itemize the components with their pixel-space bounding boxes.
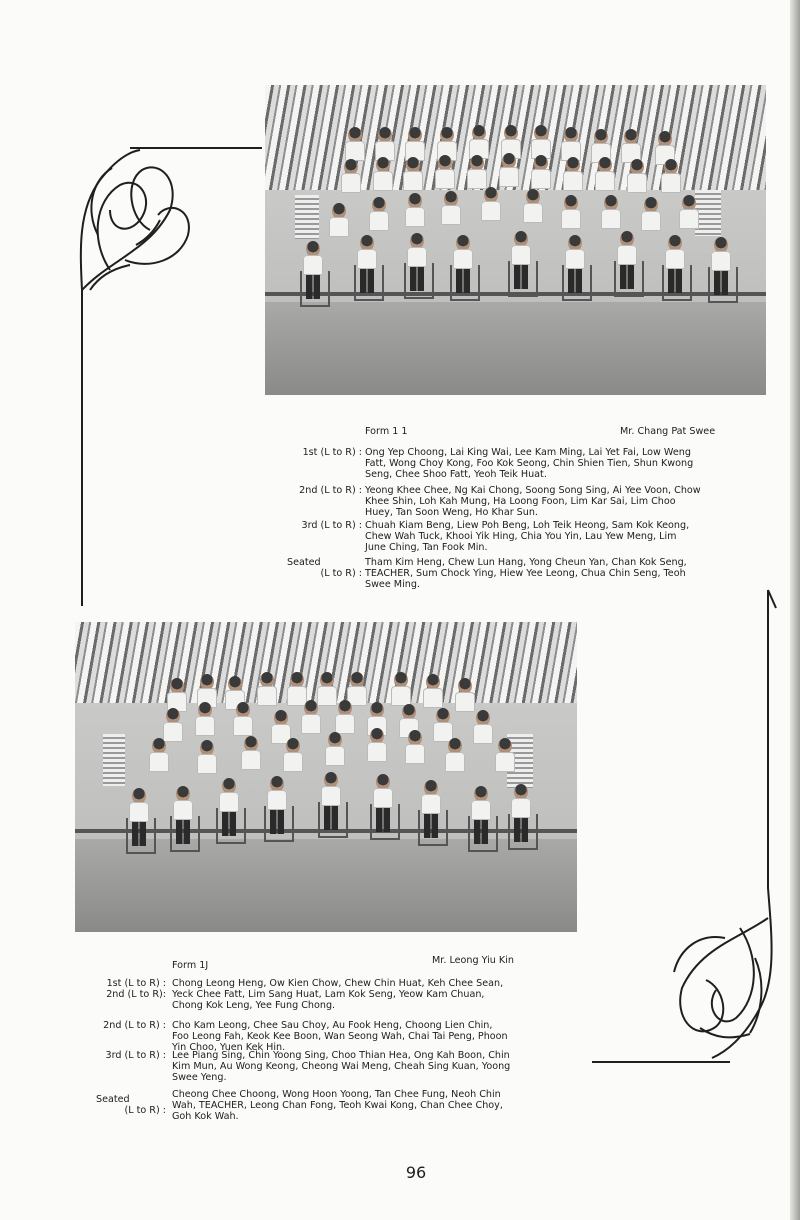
names-line: Fatt, Wong Choy Kong, Foo Kok Seong, Chin Shien Tien, Shun Kwong: [365, 458, 694, 469]
names-line: Swee Yeng.: [172, 1072, 227, 1083]
row-label: Seated: [96, 1094, 130, 1105]
names-line: Yeck Chee Fatt, Lim Sang Huat, Lam Kok Seng, Yeow Kam Chuan,: [172, 989, 485, 1000]
row-label: 2nd (L to R):: [106, 989, 166, 1000]
row-label: 2nd (L to R) :: [103, 1020, 166, 1031]
name-list-row: [262, 447, 762, 483]
row-label: 3rd (L to R) :: [105, 1050, 166, 1061]
class-photo-form-1-1: [265, 85, 766, 395]
name-list-row: [70, 1089, 570, 1125]
row-label: Seated: [287, 557, 321, 568]
row-label: 2nd (L to R) :: [299, 485, 362, 496]
teacher-name: Mr. Chang Pat Swee: [620, 426, 716, 437]
name-list-row: [262, 485, 762, 521]
names-line: Huey, Tan Soon Weng, Ho Khar Sun.: [365, 507, 538, 518]
row-label: 1st (L to R) :: [302, 447, 362, 458]
names-line: Cheong Chee Choong, Wong Hoon Yoong, Tan Chee Fung, Neoh Chin: [172, 1089, 501, 1100]
names-line: Chong Kok Leng, Yee Fung Chong.: [172, 1000, 336, 1011]
page-number: 96: [405, 1163, 427, 1182]
names-line: Yeong Khee Chee, Ng Kai Chong, Soong Song Sing, Ai Yee Voon, Chow: [365, 485, 701, 496]
students-group: [75, 622, 577, 932]
names-line: Lee Piang Sing, Chin Yoong Sing, Choo Thian Hea, Ong Kah Boon, Chin: [172, 1050, 510, 1061]
names-line: Foo Leong Fah, Keok Kee Boon, Wan Seong Wah, Chai Tai Peng, Phoon: [172, 1031, 508, 1042]
form-title: Form 1J: [172, 960, 209, 971]
names-line: Khee Shin, Loh Kah Mung, Ha Loong Foon, Lim Kar Sai, Lim Choo: [365, 496, 676, 507]
names-line: June Ching, Tan Fook Min.: [365, 542, 488, 553]
students-group: [265, 85, 766, 395]
names-line: Tham Kim Heng, Chew Lun Hang, Yong Cheun Yan, Chan Kok Seng,: [365, 557, 687, 568]
form-title: Form 1 1: [365, 426, 408, 437]
names-line: Goh Kok Wah.: [172, 1111, 239, 1122]
names-line: Chew Wah Tuck, Khooi Yik Hing, Chia You Yin, Lau Yew Meng, Lim: [365, 531, 677, 542]
names-line: Cho Kam Leong, Chee Sau Choy, Au Fook Heng, Choong Lien Chin,: [172, 1020, 493, 1031]
row-label: 1st (L to R) :: [106, 978, 166, 989]
name-list-row: [262, 557, 762, 593]
names-line: Kim Mun, Au Wong Keong, Cheong Wai Meng, Cheah Sing Kuan, Yoong: [172, 1061, 511, 1072]
teacher-name: Mr. Leong Yiu Kin: [432, 955, 514, 966]
names-line: Seng, Chee Shoo Fatt, Yeoh Teik Huat.: [365, 469, 547, 480]
names-line: TEACHER, Sum Chock Ying, Hiew Yee Leong, Chua Chin Seng, Teoh: [365, 568, 686, 579]
row-label: (L to R) :: [124, 1105, 166, 1116]
name-list-row: [262, 520, 762, 556]
names-line: Chuah Kiam Beng, Liew Poh Beng, Loh Teik Heong, Sam Kok Keong,: [365, 520, 690, 531]
names-line: Ong Yep Choong, Lai King Wai, Lee Kam Ming, Lai Yet Fai, Low Weng: [365, 447, 691, 458]
names-line: Swee Ming.: [365, 579, 420, 590]
names-line: Yin Choo, Yuen Kek Hin.: [172, 1042, 286, 1053]
name-list-row: [70, 978, 570, 1014]
floral-ornament-icon: [70, 140, 270, 610]
names-line: Wah, TEACHER, Leong Chan Fong, Teoh Kwai Kong, Chan Chee Choy,: [172, 1100, 503, 1111]
floral-ornament-icon: [590, 588, 780, 1068]
name-list-row: [70, 1050, 570, 1086]
row-label: (L to R) :: [320, 568, 362, 579]
book-spine-shadow: [790, 0, 800, 1220]
names-line: Chong Leong Heng, Ow Kien Chow, Chew Chin Huat, Keh Chee Sean,: [172, 978, 504, 989]
row-label: 3rd (L to R) :: [301, 520, 362, 531]
class-photo-form-1j: [75, 622, 577, 932]
